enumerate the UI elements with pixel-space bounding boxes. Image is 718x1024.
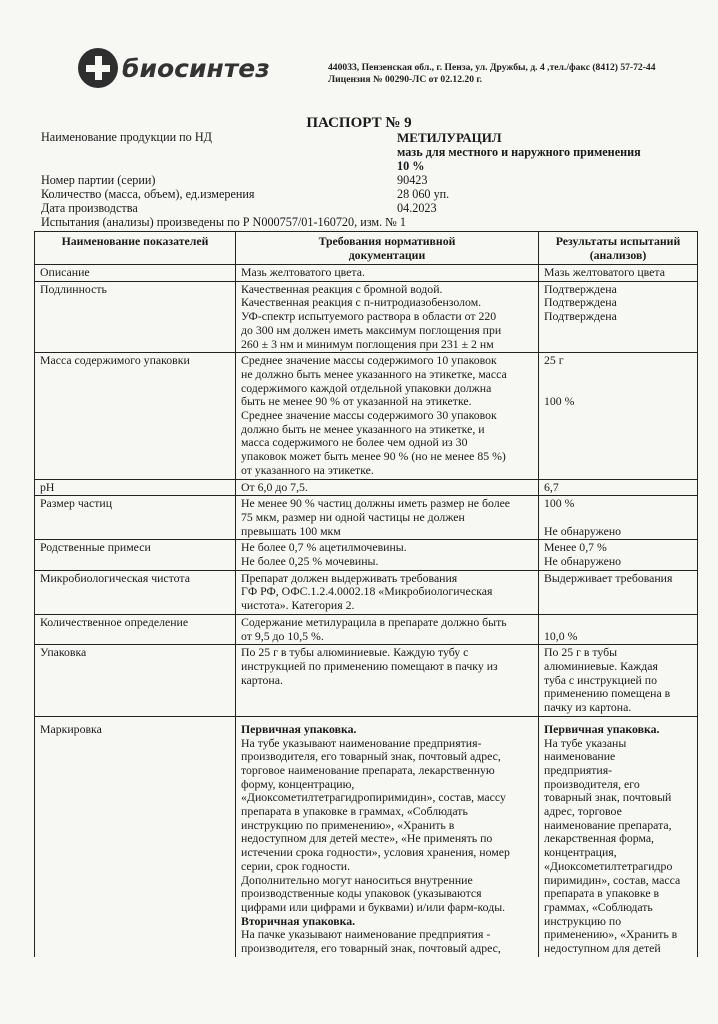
req-line: Среднее значение массы содержимого 30 упаковок	[241, 408, 497, 423]
res-line: алюминиевые. Каждая	[544, 658, 658, 673]
req-line: производителя, его товарный знак, почтовый адрес,	[241, 749, 501, 764]
res-line: пачку из картона.	[544, 700, 632, 715]
res-line: граммах, «Соблюдать	[544, 899, 653, 914]
row-req-microbiology	[236, 570, 539, 614]
res-line: 10,0 %	[544, 628, 578, 643]
res-line: наименование	[544, 749, 616, 764]
product-desc-2: 10 %	[397, 159, 425, 173]
res-line: товарный знак, почтовый	[544, 790, 672, 805]
req-line: недоступном для детей месте», «Не применять по	[241, 831, 493, 846]
table-row	[35, 645, 698, 717]
req-line: превышать 100 мкм	[241, 523, 341, 538]
header-indicator-text: Наименование показателей	[61, 234, 209, 248]
row-res-mass	[539, 353, 698, 479]
res-line: инструкцию по	[544, 913, 622, 928]
req-line: Содержание метилурацила в препарате должно быть	[241, 614, 507, 629]
res-line: 100 %	[544, 496, 575, 511]
req-line: Качественная реакция с бромной водой.	[241, 281, 443, 296]
spacer	[544, 368, 693, 382]
header-results	[539, 232, 698, 265]
req-line: от указанного на этикетке.	[241, 462, 374, 477]
spacer	[544, 616, 693, 630]
row-name-marking: Маркировка	[35, 716, 236, 956]
res-line: 100 %	[544, 394, 575, 409]
req-line: до 300 нм должен иметь максимум поглощения при	[241, 322, 502, 337]
document-title: ПАСПОРТ № 9	[306, 115, 412, 131]
header-results-line-1: Результаты испытаний	[555, 234, 681, 248]
res-line: Подтверждена	[544, 281, 617, 296]
res-line: Менее 0,7 %	[544, 540, 607, 555]
req-line: производителя, его товарный знак, почтовый адрес,	[241, 941, 501, 956]
row-req-marking	[236, 716, 539, 956]
cross-logo-icon	[78, 48, 118, 88]
req-line: не должно быть менее указанного на этикетке, масса	[241, 366, 507, 381]
row-name-authenticity: Подлинность	[35, 281, 236, 353]
req-line: На пачке указывают наименование предприятия -	[241, 927, 491, 942]
req-line: ГФ РФ, ОФС.1.2.4.0002.18 «Микробиологическая	[241, 584, 493, 599]
req-line: картона.	[241, 672, 283, 687]
row-name-mass: Масса содержимого упаковки	[35, 353, 236, 479]
res-line: препарата в упаковке в	[544, 886, 660, 901]
req-line: чистота». Категория 2.	[241, 598, 355, 613]
res-line: Выдерживает требования	[544, 570, 673, 585]
row-name-packaging: Упаковка	[35, 645, 236, 717]
req-line: На тубе указывают наименование предприятия-	[241, 735, 482, 750]
spacer	[544, 511, 693, 525]
table-row	[35, 716, 698, 956]
row-name-description: Описание	[35, 265, 236, 282]
row-req-impurities	[236, 540, 539, 570]
product-name: МЕТИЛУРАЦИЛ	[397, 130, 502, 145]
req-line: торговое наименование препарата, лекарственную	[241, 762, 495, 777]
product-desc-1: мазь для местного и наружного применения	[397, 145, 641, 159]
res-line: 25 г	[544, 353, 564, 368]
res-line: Не обнаружено	[544, 523, 622, 538]
row-res-marking	[539, 716, 698, 956]
tests-reference: Испытания (анализы) произведены по Р N000757/01-160720, изм. № 1	[41, 215, 406, 229]
row-res-description: Мазь желтоватого цвета	[539, 265, 698, 282]
row-req-authenticity	[236, 281, 539, 353]
req-line: Качественная реакция с п-нитродиазобензолом.	[241, 295, 482, 310]
row-req-ph: От 6,0 до 7,5.	[236, 479, 539, 496]
res-line: Первичная упаковка.	[544, 721, 660, 736]
res-line: Подтверждена	[544, 295, 617, 310]
row-res-microbiology	[539, 570, 698, 614]
res-line: концентрация,	[544, 845, 617, 860]
req-line: Не более 0,7 % ацетилмочевины.	[241, 540, 407, 555]
req-line: 260 ± 3 нм и минимум поглощения при 231 ± 2 нм	[241, 336, 494, 351]
batch-value: 90423	[397, 173, 428, 187]
req-line: масса содержимого не более чем одной из 30	[241, 435, 468, 450]
company-logo	[78, 48, 270, 88]
req-line: Дополнительно могут наноситься внутренние	[241, 872, 473, 887]
company-address: 440033, Пензенская обл., г. Пенза, ул. Дружбы, д. 4 ,тел./факс (8412) 57-72-44	[328, 62, 656, 73]
header-requirements-line-2: документации	[348, 248, 426, 262]
res-line: Подтверждена	[544, 309, 617, 324]
req-line: истечении срока годности», условия хранения, номер	[241, 845, 510, 860]
res-line: туба с инструкцией по	[544, 672, 657, 687]
req-line: от 9,5 до 10,5 %.	[241, 628, 324, 643]
row-req-mass	[236, 353, 539, 479]
req-line: препарата в упаковке в граммах, «Соблюдать	[241, 804, 468, 819]
res-line: наименование препарата,	[544, 817, 672, 832]
req-line: инструкцией по применению помещают в пачку из	[241, 658, 498, 673]
req-line: инструкцию по применению», «Хранить в	[241, 817, 455, 832]
row-res-impurities	[539, 540, 698, 570]
table-row	[35, 614, 698, 644]
row-name-ph: pH	[35, 479, 236, 496]
row-req-description: Мазь желтоватого цвета.	[236, 265, 539, 282]
req-line: быть не менее 90 % от указанной на этикетке.	[241, 394, 472, 409]
row-name-particle-size: Размер частиц	[35, 496, 236, 540]
passport-table	[34, 231, 698, 957]
table-row	[35, 540, 698, 570]
table-row	[35, 265, 698, 282]
row-name-impurities: Родственные примеси	[35, 540, 236, 570]
res-line: По 25 г в тубы	[544, 645, 618, 660]
req-line: Вторичная упаковка.	[241, 913, 356, 928]
company-license: Лицензия № 00290-ЛС от 02.12.20 г.	[328, 74, 483, 85]
row-res-packaging	[539, 645, 698, 717]
res-line: производителя, его	[544, 776, 640, 791]
quantity-value: 28 060 уп.	[397, 187, 450, 201]
quantity-label: Количество (масса, объем), ед.измерения	[41, 187, 255, 201]
req-line: Не менее 90 % частиц должны иметь размер не более	[241, 496, 511, 511]
res-line: «Диоксометилтетрагидро	[544, 858, 673, 873]
res-line: лекарственная форма,	[544, 831, 655, 846]
row-res-ph: 6,7	[539, 479, 698, 496]
req-line: должно быть не менее указанного на этикетке, и	[241, 421, 485, 436]
req-line: УФ-спектр испытуемого раствора в области от 220	[241, 309, 497, 324]
row-res-authenticity	[539, 281, 698, 353]
table-row	[35, 281, 698, 353]
res-line: применению помещена в	[544, 686, 671, 701]
res-line: адрес, торговое	[544, 804, 622, 819]
header-results-line-2: (анализов)	[589, 248, 647, 262]
res-line: Не обнаружено	[544, 554, 622, 569]
row-name-assay: Количественное определение	[35, 614, 236, 644]
req-line: «Диоксометилтетрагидропиримидин», состав, массу	[241, 790, 506, 805]
spacer	[544, 382, 693, 396]
req-line: 75 мкм, размер ни одной частицы не должен	[241, 509, 465, 524]
company-info	[328, 62, 656, 86]
header-requirements-line-1: Требования нормативной	[318, 234, 456, 248]
header-requirements	[236, 232, 539, 265]
res-line: предприятия-	[544, 762, 613, 777]
production-date-value: 04.2023	[397, 201, 437, 215]
table-row	[35, 479, 698, 496]
table-header-row	[35, 232, 698, 265]
req-line: По 25 г в тубы алюминиевые. Каждую тубу с	[241, 645, 469, 660]
req-line: форму, концентрацию,	[241, 776, 355, 791]
product-label: Наименование продукции по НД	[41, 130, 212, 144]
row-res-assay	[539, 614, 698, 644]
res-line: На тубе указаны	[544, 735, 627, 750]
req-line: серии, срок годности.	[241, 858, 351, 873]
req-line: содержимого каждой отдельной упаковки должна	[241, 380, 492, 395]
row-res-particle-size	[539, 496, 698, 540]
req-line: Первичная упаковка.	[241, 721, 357, 736]
row-name-microbiology: Микробиологическая чистота	[35, 570, 236, 614]
batch-label: Номер партии (серии)	[41, 173, 156, 187]
req-line: Не более 0,25 % мочевины.	[241, 554, 379, 569]
table-row	[35, 496, 698, 540]
table-row	[35, 353, 698, 479]
table-row	[35, 570, 698, 614]
row-req-assay	[236, 614, 539, 644]
res-line: недоступном для детей	[544, 941, 661, 956]
row-req-packaging	[236, 645, 539, 717]
req-line: Среднее значение массы содержимого 10 упаковок	[241, 353, 497, 368]
req-line: упаковок может быть менее 90 % (но не менее 85 %)	[241, 449, 506, 464]
req-line: цифрами или цифрами и буквами) и/или фарм-коды.	[241, 899, 506, 914]
logo-text: биосинтез	[122, 53, 270, 83]
production-date-label: Дата производства	[41, 201, 138, 215]
header-indicator	[35, 232, 236, 265]
row-req-particle-size	[236, 496, 539, 540]
req-line: Препарат должен выдерживать требования	[241, 570, 458, 585]
res-line: пиримидин», состав, масса	[544, 872, 681, 887]
req-line: производственные коды упаковок (указываются	[241, 886, 482, 901]
res-line: применению», «Хранить в	[544, 927, 678, 942]
